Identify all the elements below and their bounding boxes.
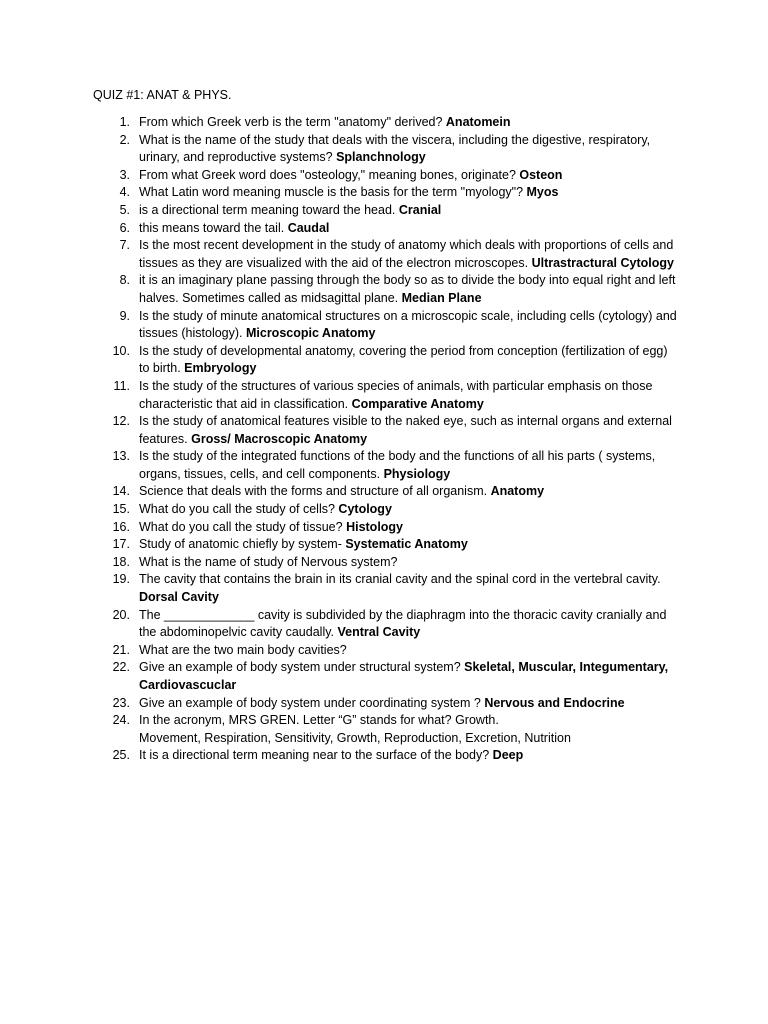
answer-text: Anatomy	[490, 484, 545, 499]
question-number: 13.	[112, 449, 130, 464]
answer-text: Ultrastractural Cytology	[531, 255, 674, 270]
question-text: What are the two main body cavities?	[139, 642, 347, 657]
question-number: 2.	[119, 132, 130, 147]
quiz-item	[0, 695, 768, 713]
question-text: What is the name of the study that deals with the viscera, including the digestive, respiratory, urinary, and reproductive systems?	[139, 132, 651, 165]
quiz-item	[0, 571, 768, 606]
answer-text: Caudal	[287, 220, 330, 235]
answer-text: Histology	[346, 519, 404, 534]
quiz-item	[0, 167, 768, 185]
quiz-item	[0, 237, 768, 272]
answer-text: Comparative Anatomy	[351, 396, 484, 411]
answer-text: Systematic Anatomy	[345, 537, 468, 552]
answer-text: Ventral Cavity	[337, 625, 421, 640]
question-text: Is the study of the structures of various species of animals, with particular emphasis on those characteristic that aid in classification.	[139, 378, 653, 411]
quiz-item	[0, 343, 768, 378]
question-text: this means toward the tail.	[139, 220, 288, 235]
quiz-item	[0, 659, 768, 694]
quiz-item	[0, 184, 768, 202]
question-number: 10.	[112, 343, 130, 358]
quiz-item	[0, 413, 768, 448]
quiz-item	[0, 132, 768, 167]
answer-text: Nervous and Endocrine	[484, 695, 625, 710]
quiz-item	[0, 642, 768, 660]
quiz-item	[0, 202, 768, 220]
answer-text: Microscopic Anatomy	[245, 326, 376, 341]
question-text: The cavity that contains the brain in its cranial cavity and the spinal cord in the vertebral cavity.	[139, 572, 661, 587]
question-text: Study of anatomic chiefly by system-	[139, 537, 346, 552]
question-number: 19.	[112, 572, 130, 587]
question-text: The _____________ cavity is subdivided by the diaphragm into the thoracic cavity cranially and the abdominopelvic cavity caudally.	[139, 607, 667, 640]
question-number: 8.	[119, 273, 130, 288]
question-number: 16.	[112, 519, 130, 534]
quiz-item	[0, 448, 768, 483]
question-text: Give an example of body system under coordinating system ?	[139, 695, 485, 710]
question-text: From which Greek verb is the term "anatomy" derived?	[139, 115, 446, 129]
question-extra-text: Movement, Respiration, Sensitivity, Growth, Reproduction, Excretion, Nutrition	[139, 730, 571, 745]
quiz-item	[0, 220, 768, 238]
question-number: 17.	[112, 537, 130, 552]
question-text: Is the study of minute anatomical structures on a microscopic scale, including cells (cytology) and tissues (histology).	[139, 308, 677, 341]
question-text: It is a directional term meaning near to the surface of the body?	[139, 748, 493, 763]
quiz-question-list	[0, 114, 768, 765]
question-text: is a directional term meaning toward the head.	[139, 202, 399, 217]
question-text: Give an example of body system under structural system?	[139, 660, 465, 675]
question-number: 20.	[112, 607, 130, 622]
question-number: 25.	[112, 748, 130, 763]
quiz-item	[0, 272, 768, 307]
quiz-item	[0, 483, 768, 501]
question-number: 14.	[112, 484, 130, 499]
question-text: Is the most recent development in the study of anatomy which deals with proportions of cells and tissues as they are visualized with the aid of the electron microscopes.	[139, 238, 674, 270]
answer-text: Gross/ Macroscopic Anatomy	[191, 431, 368, 446]
quiz-item	[0, 308, 768, 343]
quiz-item	[0, 519, 768, 537]
question-number: 18.	[112, 554, 130, 569]
question-number: 15.	[112, 502, 130, 517]
question-text: What do you call the study of cells?	[139, 502, 339, 517]
question-number: 11.	[113, 378, 130, 393]
answer-text: Embryology	[184, 361, 257, 376]
question-number: 5.	[119, 202, 130, 217]
answer-text: Anatomein	[445, 115, 511, 129]
question-text: What Latin word meaning muscle is the basis for the term "myology"?	[139, 185, 527, 200]
question-text: From what Greek word does "osteology," meaning bones, originate?	[139, 167, 520, 182]
question-text: Science that deals with the forms and structure of all organism.	[139, 484, 491, 499]
question-number: 12.	[112, 414, 130, 429]
answer-text: Median Plane	[401, 290, 482, 305]
question-number: 7.	[119, 238, 130, 253]
answer-text: Osteon	[519, 167, 563, 182]
quiz-item	[0, 536, 768, 554]
answer-text: Deep	[492, 748, 524, 763]
answer-text: Splanchnology	[336, 150, 426, 165]
question-number: 21.	[112, 642, 130, 657]
question-text: Is the study of the integrated functions of the body and the functions of all his parts ( systems, organs, tissues, cells, and cell components.	[139, 449, 656, 481]
question-number: 1.	[119, 115, 130, 129]
page-title: QUIZ #1: ANAT & PHYS.	[93, 88, 232, 102]
question-text: What do you call the study of tissue?	[139, 519, 347, 534]
answer-text: Myos	[526, 185, 559, 200]
answer-text: Dorsal Cavity	[139, 590, 219, 605]
quiz-item	[0, 554, 768, 572]
question-number: 23.	[112, 695, 130, 710]
question-text: Is the study of anatomical features visible to the naked eye, such as internal organs and external features.	[139, 414, 672, 446]
question-text: In the acronym, MRS GREN. Letter “G” stands for what? Growth.	[139, 713, 499, 728]
question-number: 9.	[119, 308, 130, 323]
quiz-item	[0, 501, 768, 519]
answer-text: Cytology	[338, 502, 392, 517]
question-number: 3.	[119, 167, 130, 182]
quiz-item	[0, 114, 768, 132]
quiz-item	[0, 378, 768, 413]
question-text: it is an imaginary plane passing through the body so as to divide the body into equal right and left halves. Sometimes called as midsagittal plane.	[139, 273, 676, 305]
quiz-item	[0, 747, 768, 765]
answer-text: Physiology	[383, 466, 451, 481]
quiz-item	[0, 712, 768, 747]
question-text: What is the name of study of Nervous system?	[139, 554, 398, 569]
question-number: 24.	[112, 713, 130, 728]
quiz-item	[0, 607, 768, 642]
question-text: Is the study of developmental anatomy, covering the period from conception (fertilization of egg) to birth.	[139, 343, 668, 376]
question-number: 6.	[119, 220, 130, 235]
question-number: 22.	[112, 660, 130, 675]
question-number: 4.	[119, 185, 130, 200]
answer-text: Skeletal, Muscular, Integumentary, Cardiovascuclar	[139, 660, 669, 692]
answer-text: Cranial	[398, 202, 442, 217]
